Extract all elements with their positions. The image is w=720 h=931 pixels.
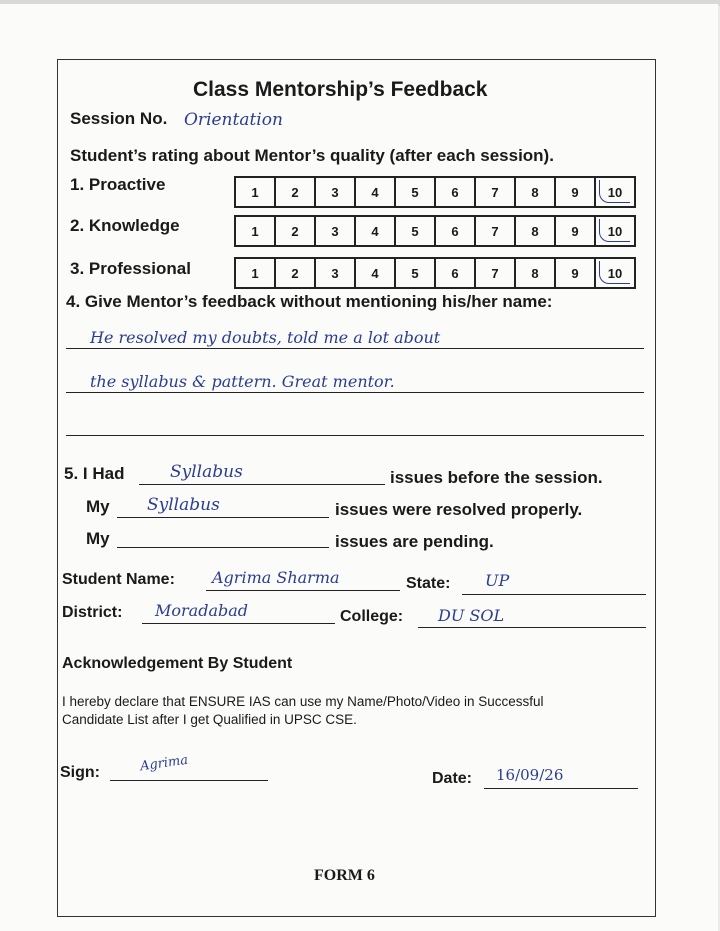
rating-cell[interactable] — [556, 259, 596, 287]
feedback-text-1[interactable]: He resolved my doubts, told me a lot about — [90, 328, 441, 347]
ack-text-line1: I hereby declare that ENSURE IAS can use my Name/Photo/Video in Successful — [62, 694, 544, 709]
form-page — [0, 4, 718, 931]
rating-cell[interactable] — [516, 259, 556, 287]
ack-text-line2: Candidate List after I get Qualified in UPSC CSE. — [62, 712, 357, 727]
signature[interactable]: Agrima — [139, 752, 189, 775]
rating-cell[interactable] — [396, 178, 436, 206]
rating-scale-proactive[interactable] — [234, 176, 636, 208]
session-label: Session No. — [70, 109, 168, 128]
rating-number: 8 — [531, 265, 539, 281]
rating-cell[interactable] — [356, 178, 396, 206]
rating-selection-mark — [599, 180, 630, 203]
college-value[interactable]: DU SOL — [438, 606, 505, 625]
rating-number: 4 — [371, 265, 379, 281]
rating-selection-mark — [599, 261, 630, 284]
rating-cell[interactable] — [396, 217, 436, 245]
feedback-line-1 — [66, 348, 644, 349]
rating-scale-knowledge[interactable] — [234, 215, 636, 247]
q5-had-suffix: issues before the session. — [390, 468, 603, 487]
rating-number: 10 — [607, 265, 623, 281]
q5-pending-suffix: issues are pending. — [335, 532, 494, 551]
rating-number: 1 — [251, 265, 259, 281]
rating-number: 1 — [251, 184, 259, 200]
rating-cell[interactable] — [236, 217, 276, 245]
rating-cell[interactable] — [516, 217, 556, 245]
rating-number: 2 — [291, 184, 299, 200]
rating-heading: Student’s rating about Mentor’s quality (after each session). — [70, 146, 554, 165]
rating-cell[interactable] — [316, 259, 356, 287]
rating-cell[interactable] — [596, 217, 634, 245]
rating-cell[interactable] — [436, 217, 476, 245]
rating-cell[interactable] — [396, 259, 436, 287]
rating-cell[interactable] — [516, 178, 556, 206]
district-value[interactable]: Moradabad — [155, 601, 249, 620]
rating-number: 5 — [411, 223, 419, 239]
rating-number: 9 — [571, 265, 579, 281]
feedback-text-2[interactable]: the syllabus & pattern. Great mentor. — [90, 372, 395, 391]
q5-had-label: 5. I Had — [64, 464, 125, 483]
date-label: Date: — [432, 770, 473, 787]
student-name-label: Student Name: — [62, 571, 175, 588]
feedback-line-3 — [66, 435, 644, 436]
rating-cell[interactable] — [556, 217, 596, 245]
rating-number: 7 — [491, 184, 499, 200]
rating-number: 8 — [531, 223, 539, 239]
rating-cell[interactable] — [476, 217, 516, 245]
rating-number: 4 — [371, 184, 379, 200]
student-name-value[interactable]: Agrima Sharma — [212, 568, 340, 587]
rating-cell[interactable] — [596, 178, 634, 206]
q5-had-line — [139, 484, 385, 485]
college-label: College: — [340, 608, 404, 625]
rating-number: 5 — [411, 184, 419, 200]
date-line — [484, 788, 638, 789]
form-title: Class Mentorship’s Feedback — [193, 78, 488, 101]
rating-cell[interactable] — [556, 178, 596, 206]
rating-cell[interactable] — [436, 178, 476, 206]
rating-cell[interactable] — [356, 217, 396, 245]
rating-number: 10 — [607, 223, 623, 239]
rating-cell[interactable] — [356, 259, 396, 287]
rating-number: 6 — [451, 265, 459, 281]
rating-number: 6 — [451, 184, 459, 200]
q5-resolved-my-label: My — [86, 497, 110, 516]
rating-number: 3 — [331, 184, 339, 200]
form-number: FORM 6 — [314, 867, 375, 884]
state-line — [462, 594, 646, 595]
rating-number: 1 — [251, 223, 259, 239]
rating-cell[interactable] — [316, 178, 356, 206]
district-line — [142, 623, 335, 624]
rating-number: 4 — [371, 223, 379, 239]
rating-number: 3 — [331, 265, 339, 281]
rating-number: 7 — [491, 265, 499, 281]
rating-number: 6 — [451, 223, 459, 239]
rating-cell[interactable] — [476, 259, 516, 287]
feedback-prompt: 4. Give Mentor’s feedback without mentioning his/her name: — [66, 292, 553, 311]
q5-pending-line — [117, 547, 329, 548]
district-label: District: — [62, 604, 123, 621]
q5-resolved-value[interactable]: Syllabus — [147, 495, 220, 515]
rating-selection-mark — [599, 219, 630, 242]
rating-number: 10 — [607, 184, 623, 200]
rating-cell[interactable] — [276, 259, 316, 287]
rating-scale-professional[interactable] — [234, 257, 636, 289]
q5-had-value[interactable]: Syllabus — [170, 462, 243, 482]
rating-number: 5 — [411, 265, 419, 281]
rating-label-knowledge: 2. Knowledge — [70, 216, 180, 235]
q5-resolved-suffix: issues were resolved properly. — [335, 500, 583, 519]
rating-cell[interactable] — [316, 217, 356, 245]
rating-number: 3 — [331, 223, 339, 239]
ack-heading: Acknowledgement By Student — [62, 655, 293, 672]
state-value[interactable]: UP — [485, 571, 510, 590]
rating-cell[interactable] — [436, 259, 476, 287]
session-value[interactable]: Orientation — [184, 110, 283, 130]
rating-cell[interactable] — [236, 178, 276, 206]
rating-cell[interactable] — [276, 217, 316, 245]
sign-line — [110, 780, 268, 781]
rating-label-proactive: 1. Proactive — [70, 175, 166, 194]
state-label: State: — [406, 575, 451, 592]
rating-cell[interactable] — [276, 178, 316, 206]
college-line — [418, 627, 646, 628]
date-value[interactable]: 16/09/26 — [496, 766, 564, 784]
sign-label: Sign: — [60, 764, 100, 781]
rating-number: 7 — [491, 223, 499, 239]
q5-resolved-line — [117, 517, 329, 518]
rating-label-professional: 3. Professional — [70, 259, 191, 278]
rating-number: 9 — [571, 223, 579, 239]
q5-pending-my-label: My — [86, 529, 110, 548]
rating-number: 2 — [291, 265, 299, 281]
rating-cell[interactable] — [236, 259, 276, 287]
rating-cell[interactable] — [596, 259, 634, 287]
rating-cell[interactable] — [476, 178, 516, 206]
rating-number: 2 — [291, 223, 299, 239]
rating-number: 8 — [531, 184, 539, 200]
feedback-line-2 — [66, 392, 644, 393]
student-name-line — [206, 590, 400, 591]
rating-number: 9 — [571, 184, 579, 200]
